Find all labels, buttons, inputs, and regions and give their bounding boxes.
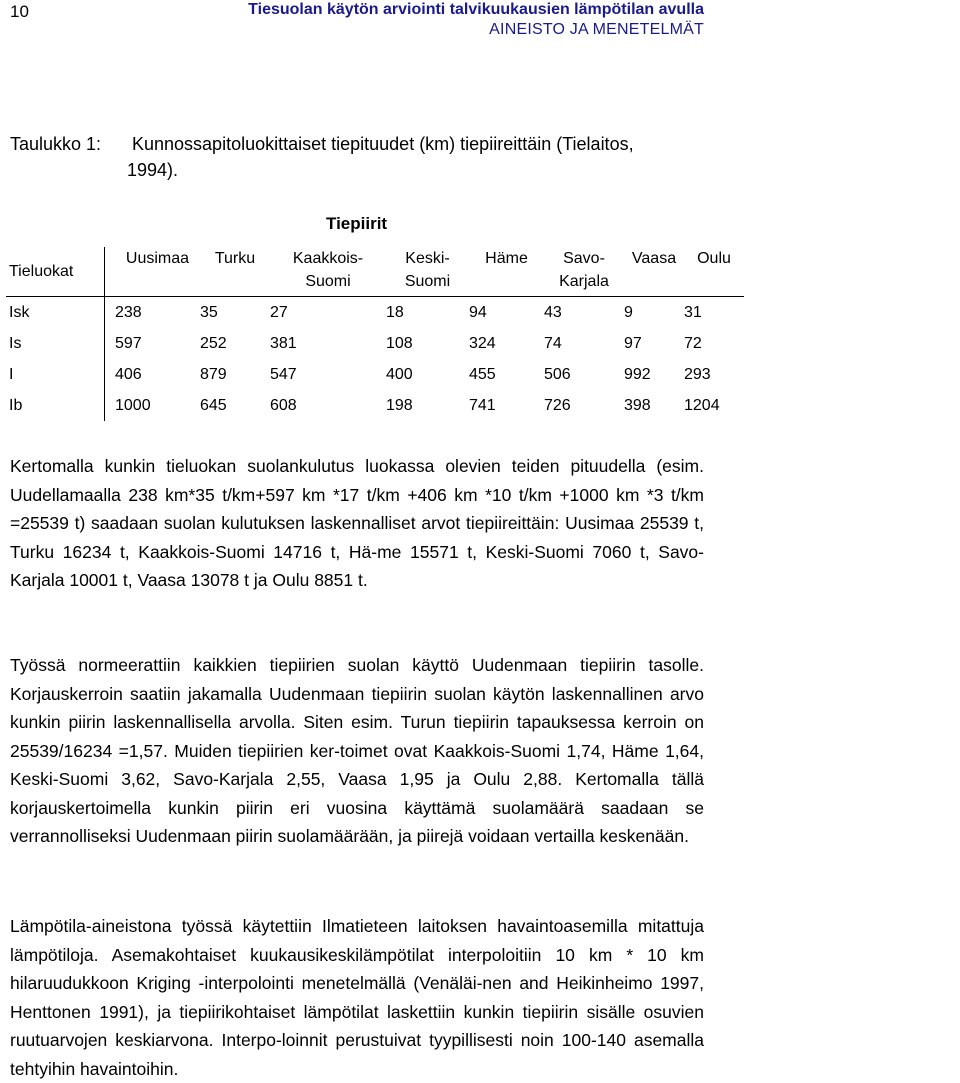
row-label: Isk xyxy=(6,297,105,329)
column-header xyxy=(200,247,270,297)
table-cell: 9 xyxy=(624,304,633,321)
table-cell: 645 xyxy=(200,397,227,414)
table-cell: 97 xyxy=(624,335,642,352)
column-header xyxy=(684,247,744,297)
table-cell: 27 xyxy=(270,304,288,321)
paragraph-salt-consumption: Kertomalla kunkin tieluokan suolankulutus luokassa olevien teiden pituudella (esim. Uudellamaalla 238 km*35 t/km+597 km *17 t/km +406 km *10 t/km +1000 km *3 t/km =25539 t) saadaan suolan kulutuksen laskennalliset arvot tiepiireittäin: Uusimaa 25539 t, Turku 16234 t, Kaakkois-Suomi 14716 t, Hä-me 15571 t, Keski-Suomi 7060 t, Savo-Karjala 10001 t, Vaasa 13078 t ja Oulu 8851 t. xyxy=(10,456,704,590)
table-cell: 726 xyxy=(544,397,571,414)
column-header-line1: Uusimaa xyxy=(125,250,190,267)
column-header-line1: Savo- xyxy=(563,250,605,267)
column-header xyxy=(544,247,624,297)
table-cell: 43 xyxy=(544,304,562,321)
table-cell: 1000 xyxy=(115,397,151,414)
column-header xyxy=(624,247,684,297)
paragraph-temperature-data: Lämpötila-aineistona työssä käytettiin Ilmatieteen laitoksen havaintoasemilla mitattuja lämpötiloja. Asemakohtaiset kuukausikeskilämpötilat interpoloitiin 10 km * 10 km hilaruudukkoon Kriging -interpolointi menetelmällä (Venäläi-nen and Heikinheimo 1997, Henttonen 1991), ja tiepiirikohtaiset lämpötilat laskettiin kunkin tiepiirin sisälle osuvien ruutuarvojen keskiarvona. Interpo-loinnit perustuivat tyypillisesti noin 100-140 asemalla tehtyihin havaintoihin. xyxy=(10,916,704,1079)
column-header xyxy=(105,247,201,297)
row-header-cell xyxy=(6,247,105,297)
running-section: AINEISTO JA MENETELMÄT xyxy=(489,21,704,38)
table-cell: 18 xyxy=(386,304,404,321)
table-row xyxy=(6,297,744,329)
running-title: Tiesuolan käytön arviointi talvikuukausien lämpötilan avulla xyxy=(248,1,704,18)
column-header xyxy=(270,247,386,297)
page-number: 10 xyxy=(10,2,29,21)
table-cell: 406 xyxy=(115,366,142,383)
table-cell: 252 xyxy=(200,335,227,352)
table-cell: 72 xyxy=(684,335,702,352)
table-cell: 400 xyxy=(386,366,413,383)
row-label: Is xyxy=(6,328,105,359)
column-header-line2: Karjala xyxy=(559,273,609,290)
column-header-line1: Kaakkois- xyxy=(292,250,364,267)
table-cell: 35 xyxy=(200,304,218,321)
column-header-line1: Oulu xyxy=(697,250,731,267)
table-cell: 108 xyxy=(386,335,413,352)
table-cell: 398 xyxy=(624,397,651,414)
table-cell: 879 xyxy=(200,366,227,383)
column-header xyxy=(386,247,469,297)
column-header-line1: Turku xyxy=(214,250,256,267)
column-header-line2: Suomi xyxy=(305,273,351,290)
table-cell: 324 xyxy=(469,335,496,352)
row-header-label: Tieluokat xyxy=(9,263,74,280)
table-cell: 94 xyxy=(469,304,487,321)
table-header-row xyxy=(6,247,744,297)
table-cell: 293 xyxy=(684,366,711,383)
caption-text-line1: Kunnossapitoluokittaiset tiepituudet (km) tiepiireittäin (Tielaitos, xyxy=(132,134,634,154)
caption-text-line2: 1994). xyxy=(127,160,179,180)
row-label: I xyxy=(6,359,105,390)
table-cell: 608 xyxy=(270,397,297,414)
table-group-header: Tiepiirit xyxy=(326,214,388,233)
column-header xyxy=(469,247,544,297)
table-cell: 547 xyxy=(270,366,297,383)
table-cell: 741 xyxy=(469,397,496,414)
table-cell: 992 xyxy=(624,366,651,383)
table-caption xyxy=(10,131,700,183)
table-cell: 506 xyxy=(544,366,571,383)
column-header-line1: Keski- xyxy=(405,250,450,267)
column-header-line1: Vaasa xyxy=(631,250,677,267)
table-cell: 238 xyxy=(115,304,142,321)
table-row xyxy=(6,359,744,390)
data-table xyxy=(6,247,744,421)
table-cell: 381 xyxy=(270,335,297,352)
table-row xyxy=(6,390,744,421)
column-header-line2: Suomi xyxy=(404,273,451,290)
table-cell: 31 xyxy=(684,304,702,321)
table-cell: 455 xyxy=(469,366,496,383)
column-header-line1: Häme xyxy=(485,250,528,267)
paragraph-normalization: Työssä normeerattiin kaikkien tiepiirien suolan käyttö Uudenmaan tiepiirin tasolle. Korjauskerroin saatiin jakamalla Uudenmaan tiepiirin suolan käytön laskennallinen arvo kunkin piirin laskennallisella arvolla. Siten esim. Turun tiepiirin tapauksessa kerroin on 25539/16234 =1,57. Muiden tiepiirien ker-toimet ovat Kaakkois-Suomi 1,74, Häme 1,64, Keski-Suomi 3,62, Savo-Karjala 2,55, Vaasa 1,95 ja Oulu 2,88. Kertomalla tällä korjauskertoimella kunkin piirin eri vuosina käyttämä suolamäärä saadaan se verrannolliseksi Uudenmaan piirin suolamäärään, ja piirejä voidaan vertailla keskenään. xyxy=(10,655,704,846)
row-label: Ib xyxy=(6,390,105,421)
table-cell: 1204 xyxy=(684,397,720,414)
caption-label: Taulukko 1: xyxy=(10,134,102,154)
table-cell: 597 xyxy=(115,335,142,352)
table-row xyxy=(6,328,744,359)
table-cell: 198 xyxy=(386,397,413,414)
table-cell: 74 xyxy=(544,335,562,352)
